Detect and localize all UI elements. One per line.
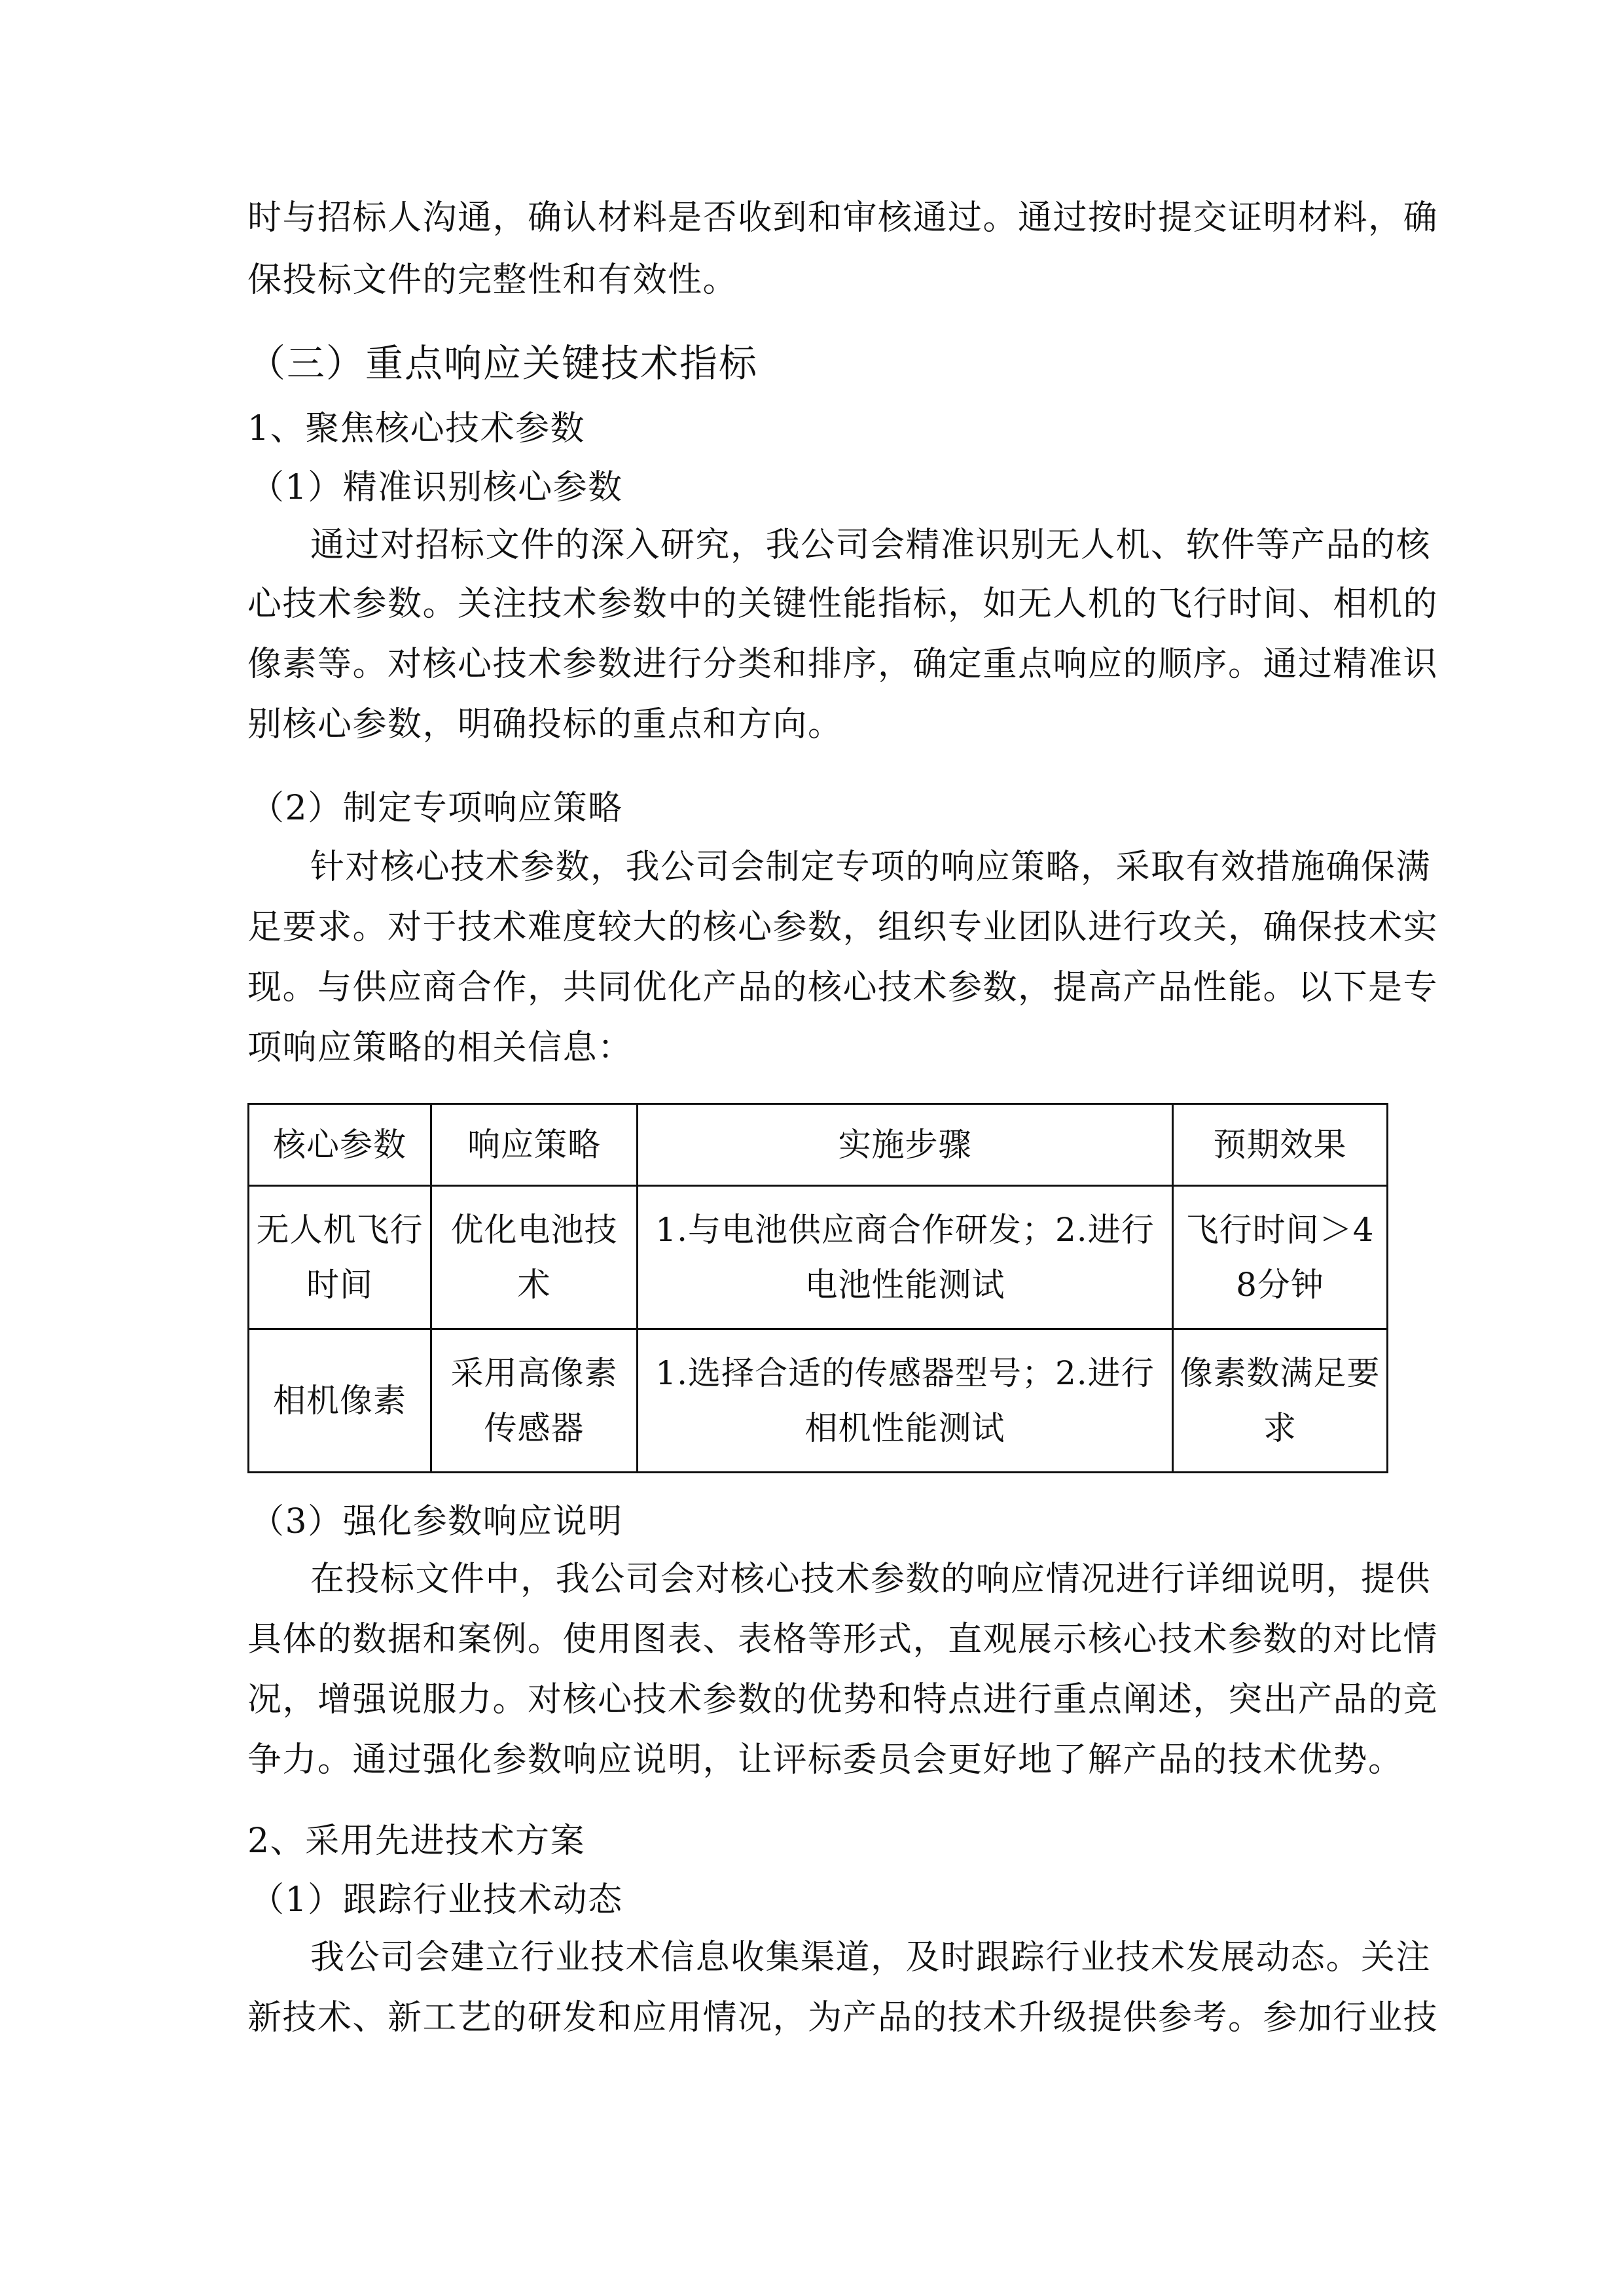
paragraph-line: 新技术、新工艺的研发和应用情况，为产品的技术升级提供参考。参加行业技	[247, 1998, 1439, 2037]
table-header-cell: 核心参数	[249, 1104, 431, 1186]
table-cell: 采用高像素传感器	[431, 1329, 638, 1473]
item-heading: 1、聚焦核心技术参数	[247, 409, 586, 448]
strategy-table	[247, 1103, 1388, 1473]
paragraph-line: 现。与供应商合作，共同优化产品的核心技术参数，提高产品性能。以下是专	[247, 968, 1439, 1007]
table-row	[249, 1329, 1388, 1473]
subitem-heading: （1）精准识别核心参数	[250, 468, 623, 507]
table-header-cell: 预期效果	[1173, 1104, 1388, 1186]
paragraph-line: 通过对招标文件的深入研究，我公司会精准识别无人机、软件等产品的核	[310, 526, 1432, 565]
table-cell: 相机像素	[249, 1329, 431, 1473]
paragraph-line: 我公司会建立行业技术信息收集渠道，及时跟踪行业技术发展动态。关注	[310, 1938, 1432, 1977]
paragraph-line: 保投标文件的完整性和有效性。	[247, 260, 738, 300]
paragraph-line: 具体的数据和案例。使用图表、表格等形式，直观展示核心技术参数的对比情	[247, 1620, 1439, 1659]
paragraph-line: 项响应策略的相关信息：	[247, 1028, 633, 1067]
table-cell: 像素数满足要求	[1173, 1329, 1388, 1473]
paragraph-line: 心技术参数。关注技术参数中的关键性能指标，如无人机的飞行时间、相机的	[247, 584, 1439, 624]
subitem-heading: （1）跟踪行业技术动态	[250, 1880, 623, 1920]
document-page	[247, 0, 1439, 2296]
table-cell: 飞行时间＞48分钟	[1173, 1186, 1388, 1329]
subitem-heading: （3）强化参数响应说明	[250, 1502, 623, 1541]
paragraph-line: 争力。通过强化参数响应说明，让评标委员会更好地了解产品的技术优势。	[247, 1740, 1403, 1780]
paragraph-line: 况，增强说服力。对核心技术参数的优势和特点进行重点阐述，突出产品的竞	[247, 1680, 1439, 1719]
paragraph-line: 在投标文件中，我公司会对核心技术参数的响应情况进行详细说明，提供	[310, 1560, 1432, 1599]
paragraph-line: 像素等。对核心技术参数进行分类和排序，确定重点响应的顺序。通过精准识	[247, 645, 1439, 684]
table-cell: 优化电池技术	[431, 1186, 638, 1329]
table-row	[249, 1186, 1388, 1329]
section-heading: （三）重点响应关键技术指标	[247, 341, 759, 386]
table-cell: 1.与电池供应商合作研发；2.进行电池性能测试	[638, 1186, 1173, 1329]
paragraph-line: 时与招标人沟通，确认材料是否收到和审核通过。通过按时提交证明材料，确	[247, 198, 1439, 238]
item-heading: 2、采用先进技术方案	[247, 1821, 586, 1861]
table-header-cell: 实施步骤	[638, 1104, 1173, 1186]
paragraph-line: 足要求。对于技术难度较大的核心参数，组织专业团队进行攻关，确保技术实	[247, 908, 1439, 947]
table-header-cell: 响应策略	[431, 1104, 638, 1186]
paragraph-line: 针对核心技术参数，我公司会制定专项的响应策略，采取有效措施确保满	[310, 848, 1432, 887]
table-cell: 1.选择合适的传感器型号；2.进行相机性能测试	[638, 1329, 1173, 1473]
paragraph-line: 别核心参数，明确投标的重点和方向。	[247, 705, 843, 744]
table-header-row	[249, 1104, 1388, 1186]
subitem-heading: （2）制定专项响应策略	[250, 789, 623, 828]
table-cell: 无人机飞行时间	[249, 1186, 431, 1329]
